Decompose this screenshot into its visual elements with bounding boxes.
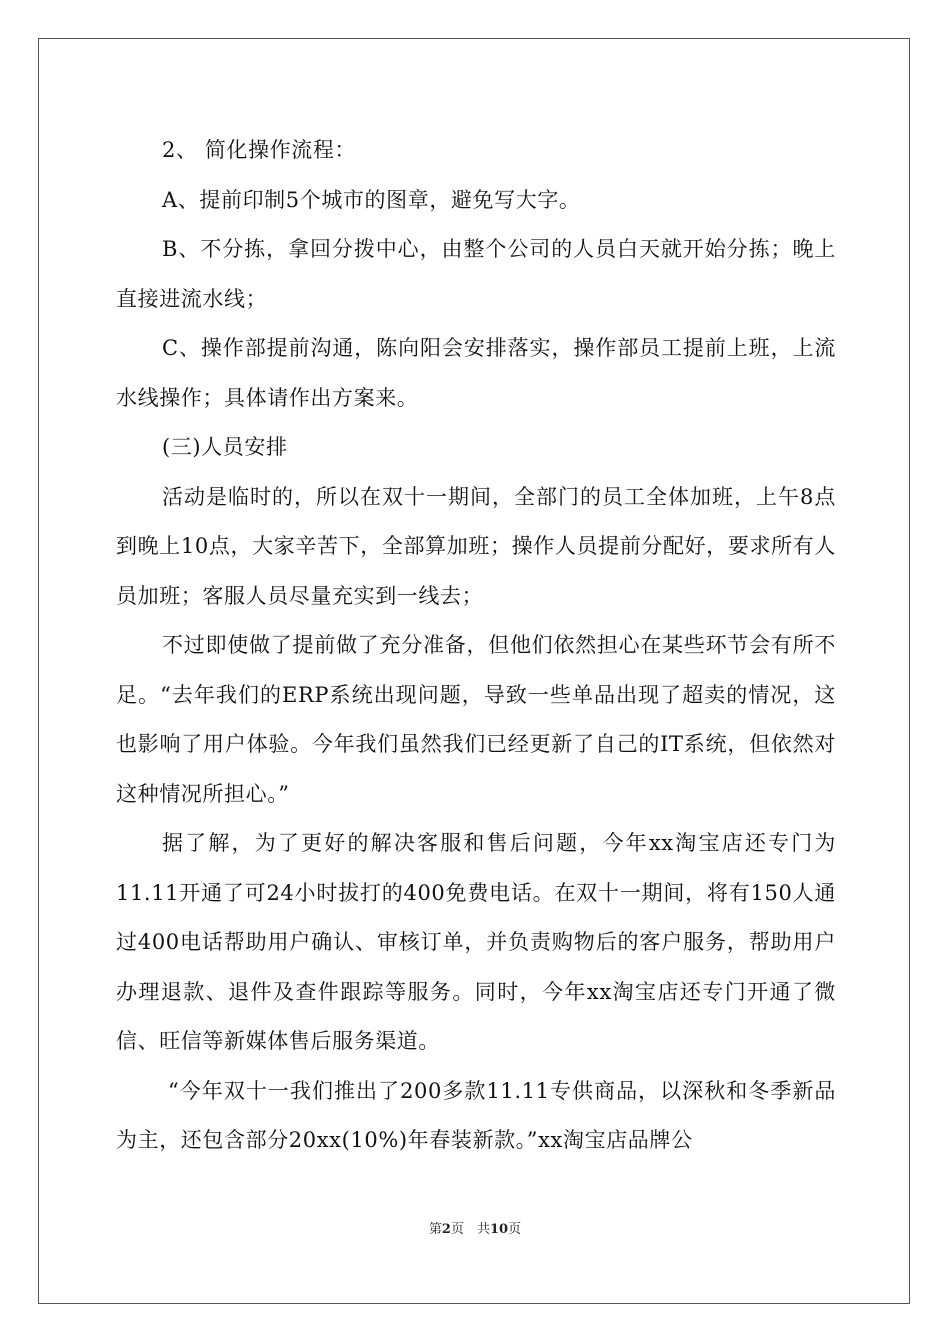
paragraph-concerns: 不过即使做了提前做了充分准备，但他们依然担心在某些环节会有所不足。“去年我们的ERP系统出现问题，导致一些单品出现了超卖的情况，这也影响了用户体验。今年我们虽然我们已经更新了自己的IT系统，但依然对这种情况所担心。”: [116, 633, 836, 806]
paragraph-heading-staffing: (三)人员安排: [162, 435, 288, 459]
paragraph-item-a: A、提前印制5个城市的图章，避免写大字。: [162, 187, 581, 212]
footer-mid: 页 共: [450, 1222, 490, 1237]
paragraph-overtime: 活动是临时的，所以在双十一期间，全部门的员工全体加班，上午8点到晚上10点，大家辛苦下，全部算加班；操作人员提前分配好，要求所有人员加班；客服人员尽量充实到一线去；: [116, 484, 836, 608]
paragraph-products-quote: “今年双十一我们推出了200多款11.11专供商品，以深秋和冬季新品为主，还包含部分20xx(10%)年春装新款。”xx淘宝店品牌公: [116, 1078, 836, 1152]
current-page-number: 2: [441, 1222, 451, 1237]
paragraph-heading-simplify: 2、 简化操作流程：: [162, 138, 357, 162]
paragraph-customer-service: 据了解，为了更好的解决客服和售后问题，今年xx淘宝店还专门为11.11开通了可24小时拔打的400免费电话。在双十一期间，将有150人通过400电话帮助用户确认、审核订单，并负责购物后的客户服务，帮助用户办理退款、退件及查件跟踪等服务。同时，今年xx淘宝店还专门开通了微信、旺信等新媒体售后服务渠道。: [116, 831, 836, 1053]
document-body: [116, 126, 844, 1166]
paragraph-item-b: B、不分拣，拿回分拨中心，由整个公司的人员白天就开始分拣；晚上直接进流水线；: [116, 237, 836, 311]
footer-prefix: 第: [428, 1222, 442, 1237]
total-page-number: 10: [489, 1222, 509, 1237]
footer-suffix: 页: [508, 1222, 522, 1237]
paragraph-item-c: C、操作部提前沟通，陈向阳会安排落实，操作部员工提前上班，上流 水线操作；具体请作出方案来。: [116, 336, 844, 410]
page-number-footer: [0, 1218, 950, 1237]
